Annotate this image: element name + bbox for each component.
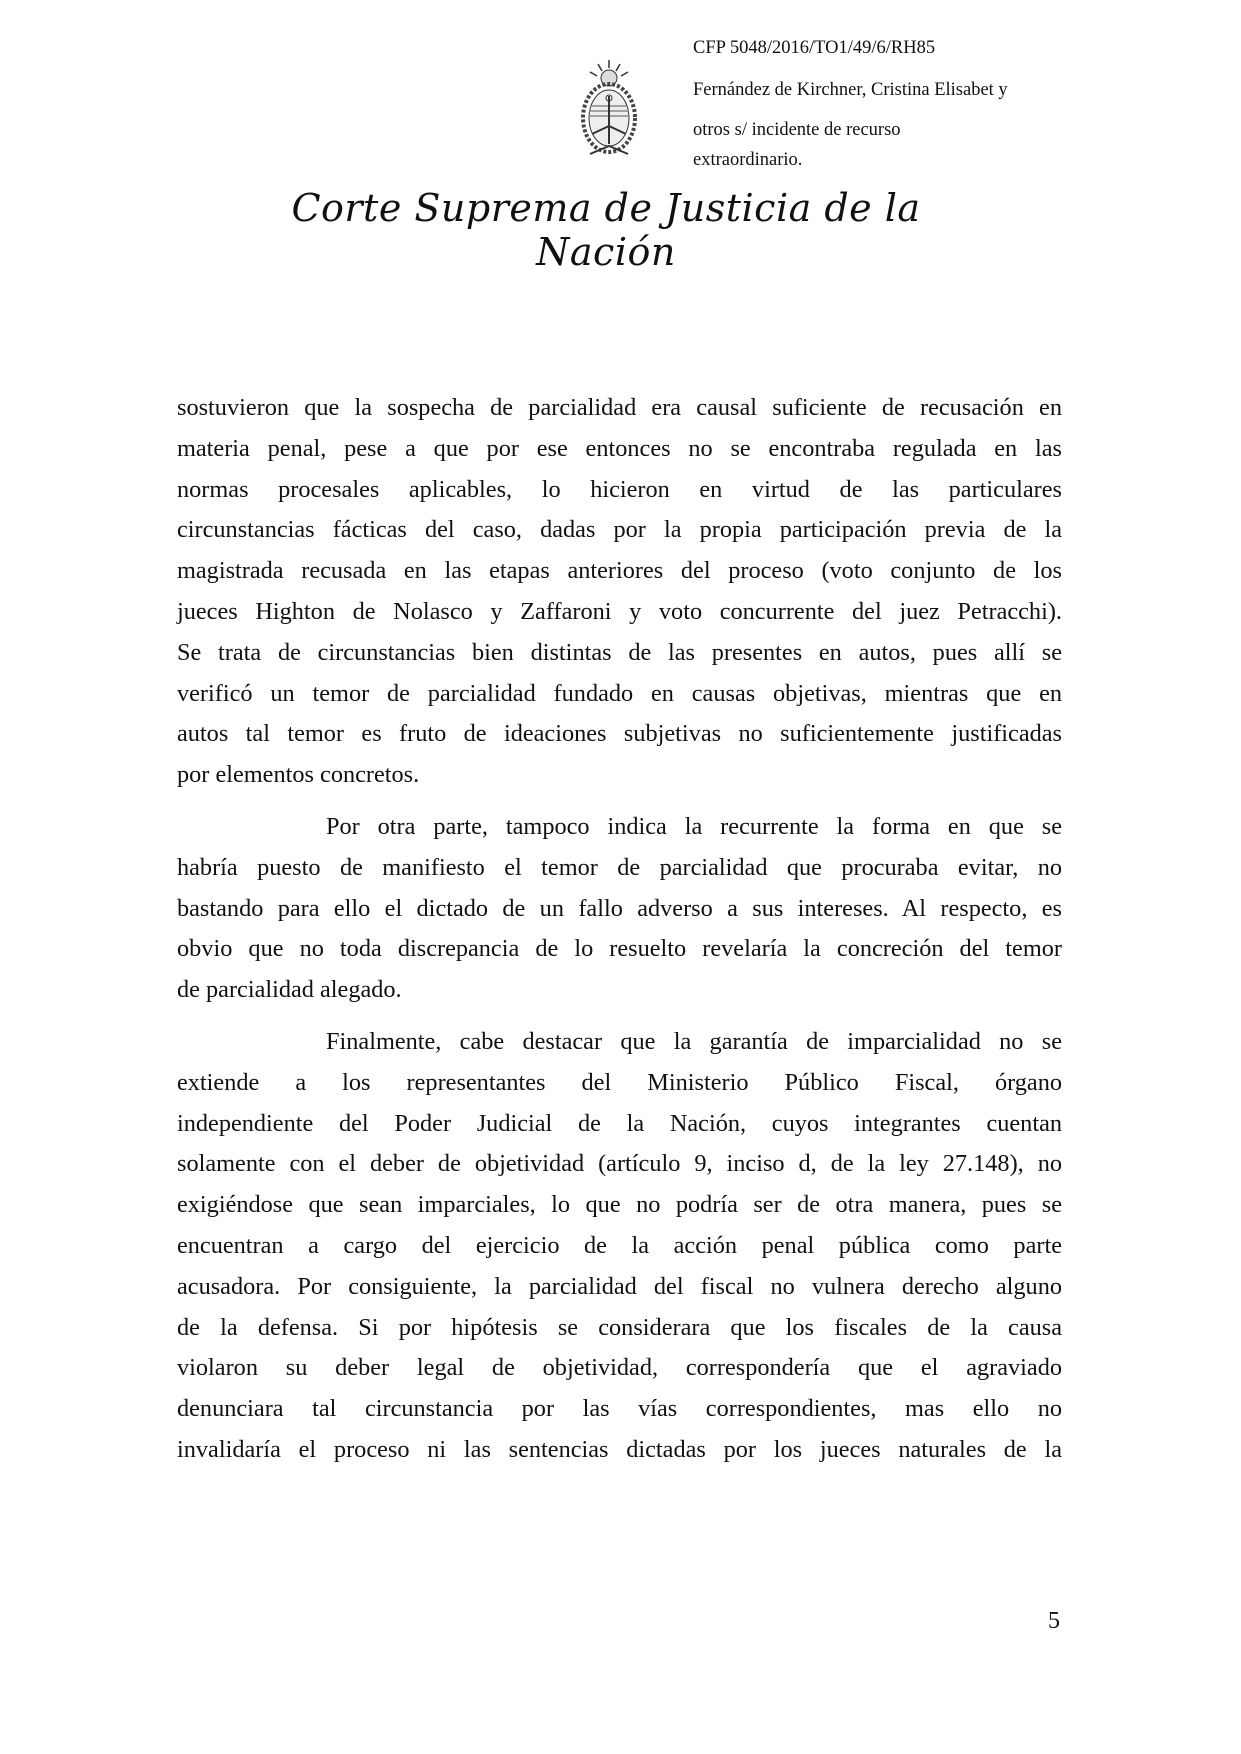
text-line: autos tal temor es fruto de ideaciones subjetivas no suficientemente justificadas [177,720,1062,748]
text-line: invalidaría el proceso ni las sentencias dictadas por los jueces naturales de la [177,1435,1062,1463]
text-line: circunstancias fácticas del caso, dadas por la propia participación previa de la [177,516,1062,544]
text-line: denunciara tal circunstancia por las vías correspondientes, mas ello no [177,1395,1062,1423]
text-line: por elementos concretos. [177,761,420,789]
text-line: Se trata de circunstancias bien distintas de las presentes en autos, pues allí se [177,638,1062,666]
text-line: normas procesales aplicables, lo hicieron en virtud de las particulares [177,475,1062,503]
paragraph [177,388,1062,796]
text-line: magistrada recusada en las etapas anteriores del proceso (voto conjunto de los [177,557,1062,585]
paragraph [177,807,1062,1011]
text-line: materia penal, pese a que por ese entonces no se encontraba regulada en las [177,434,1062,462]
text-line: Finalmente, cabe destacar que la garantía de imparcialidad no se [326,1027,1062,1055]
text-line: verificó un temor de parcialidad fundado en causas objetivas, mientras que en [177,679,1062,707]
text-line: bastando para ello el dictado de un fallo adverso a sus intereses. Al respecto, es [177,894,1062,922]
text-line: violaron su deber legal de objetividad, correspondería que el agraviado [177,1354,1062,1382]
case-caption-line: otros s/ incidente de recurso [693,120,901,140]
case-number: CFP 5048/2016/TO1/49/6/RH85 [693,38,936,58]
court-name: Corte Suprema de Justicia de la Nación [291,186,921,274]
paragraph [177,1022,1062,1471]
text-line: jueces Highton de Nolasco y Zaffaroni y voto concurrente del juez Petracchi). [177,597,1062,625]
text-line: de parcialidad alegado. [177,976,402,1004]
text-line: encuentran a cargo del ejercicio de la acción penal pública como parte [177,1231,1062,1259]
text-line: acusadora. Por consiguiente, la parcialidad del fiscal no vulnera derecho alguno [177,1272,1062,1300]
text-line: de la defensa. Si por hipótesis se considerara que los fiscales de la causa [177,1313,1062,1341]
coat-of-arms-icon [578,58,640,164]
case-caption-line: Fernández de Kirchner, Cristina Elisabet y [693,80,1008,100]
text-line: habría puesto de manifiesto el temor de parcialidad que procuraba evitar, no [177,853,1062,881]
text-line: extiende a los representantes del Ministerio Público Fiscal, órgano [177,1068,1062,1096]
text-line: obvio que no toda discrepancia de lo resuelto revelaría la concreción del temor [177,935,1062,963]
document-body [177,388,1062,1471]
text-line: exigiéndose que sean imparciales, lo que no podría ser de otra manera, pues se [177,1191,1062,1219]
page-number: 5 [1048,1608,1060,1634]
case-caption-line: extraordinario. [693,150,803,170]
text-line: independiente del Poder Judicial de la Nación, cuyos integrantes cuentan [177,1109,1062,1137]
text-line: solamente con el deber de objetividad (artículo 9, inciso d, de la ley 27.148), no [177,1150,1062,1178]
text-line: Por otra parte, tampoco indica la recurrente la forma en que se [326,812,1062,840]
text-line: sostuvieron que la sospecha de parcialidad era causal suficiente de recusación en [177,394,1062,421]
